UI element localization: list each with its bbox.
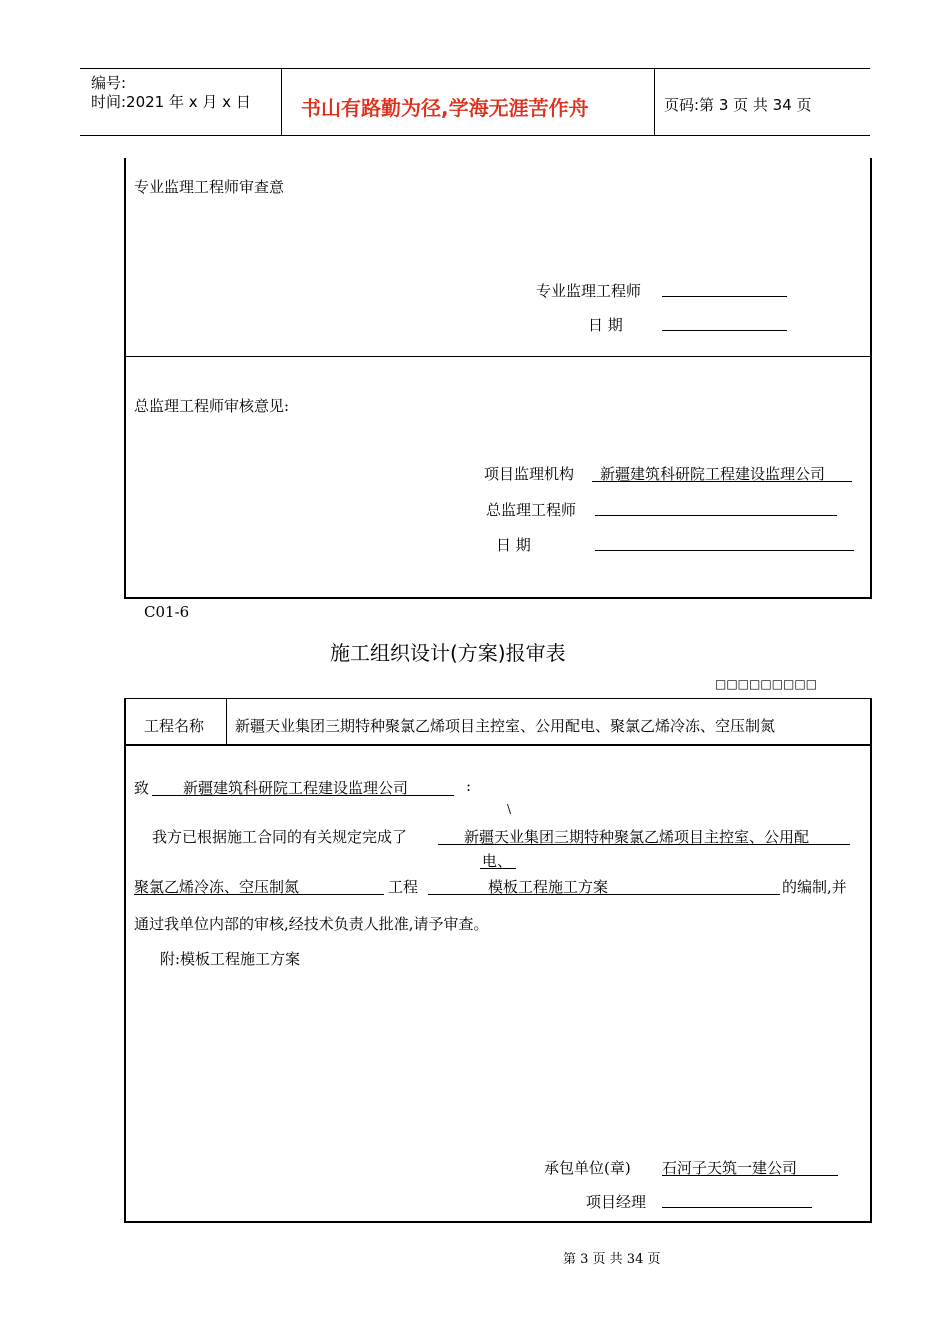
manager-label: 项目经理 <box>586 1193 647 1211</box>
number-label: 编号: <box>91 74 127 92</box>
chief-date-line <box>595 550 854 551</box>
to-prefix: 致 <box>134 779 150 797</box>
body-line2-plan: 模板工程施工方案 <box>488 878 609 896</box>
contractor-label: 承包单位(章) <box>544 1159 631 1177</box>
body-line2-value: 聚氯乙烯冷冻、空压制氮 <box>134 878 300 896</box>
engineer-label: 专业监理工程师 <box>536 282 642 300</box>
body-line2-suffix: 的编制,并 <box>782 878 847 896</box>
stray-backslash: \ <box>507 802 512 816</box>
project-name-value: 新疆天业集团三期特种聚氯乙烯项目主控室、公用配电、聚氯乙烯冷冻、空压制氮 <box>235 717 776 735</box>
manager-signature-line <box>662 1207 812 1208</box>
page-label: 页码:第 3 页 共 34 页 <box>664 96 812 114</box>
body-line2-project: 工程 <box>388 878 419 896</box>
project-name-label: 工程名称 <box>144 717 205 735</box>
engineer-signature-line <box>662 296 787 297</box>
attachment: 附:模板工程施工方案 <box>160 950 301 968</box>
chief-date-label: 日 期 <box>496 536 531 554</box>
form-code: C01-6 <box>144 603 190 621</box>
engineer-date-line <box>662 330 787 331</box>
body-line1-wrap: 电、 <box>482 852 513 870</box>
time-label: 时间:2021 年 x 月 x 日 <box>91 93 251 111</box>
body-line1-underline <box>438 844 850 845</box>
agency-underline <box>592 481 852 482</box>
form-box-marks: □□□□□□□□□ <box>715 677 818 691</box>
motto: 书山有路勤为径,学海无涯苦作舟 <box>301 96 589 120</box>
engineer-opinion-label: 专业监理工程师审查意 <box>134 178 285 196</box>
footer-page-number: 第 3 页 共 34 页 <box>563 1252 661 1267</box>
engineer-date-label: 日 期 <box>588 316 623 334</box>
to-suffix: : <box>466 777 472 795</box>
to-underline <box>152 795 454 796</box>
chief-opinion-label: 总监理工程师审核意见: <box>134 397 290 415</box>
body-line1-prefix: 我方已根据施工合同的有关规定完成了 <box>152 828 408 846</box>
agency-value: 新疆建筑科研院工程建设监理公司 <box>600 465 826 483</box>
agency-label: 项目监理机构 <box>484 465 575 483</box>
body-line1-wrap-underline <box>480 868 516 869</box>
body-line2-plan-underline <box>428 894 780 895</box>
body-line1-value: 新疆天业集团三期特种聚氯乙烯项目主控室、公用配 <box>464 828 810 846</box>
contractor-underline <box>662 1175 838 1176</box>
contractor-value: 石河子天筑一建公司 <box>662 1159 798 1177</box>
body-line2-underline <box>134 894 384 895</box>
chief-engineer-label: 总监理工程师 <box>486 501 577 519</box>
form-title: 施工组织设计(方案)报审表 <box>330 641 566 665</box>
chief-engineer-line <box>595 515 837 516</box>
to-value: 新疆建筑科研院工程建设监理公司 <box>183 779 409 797</box>
body-line3: 通过我单位内部的审核,经技术负责人批准,请予审查。 <box>134 915 489 933</box>
